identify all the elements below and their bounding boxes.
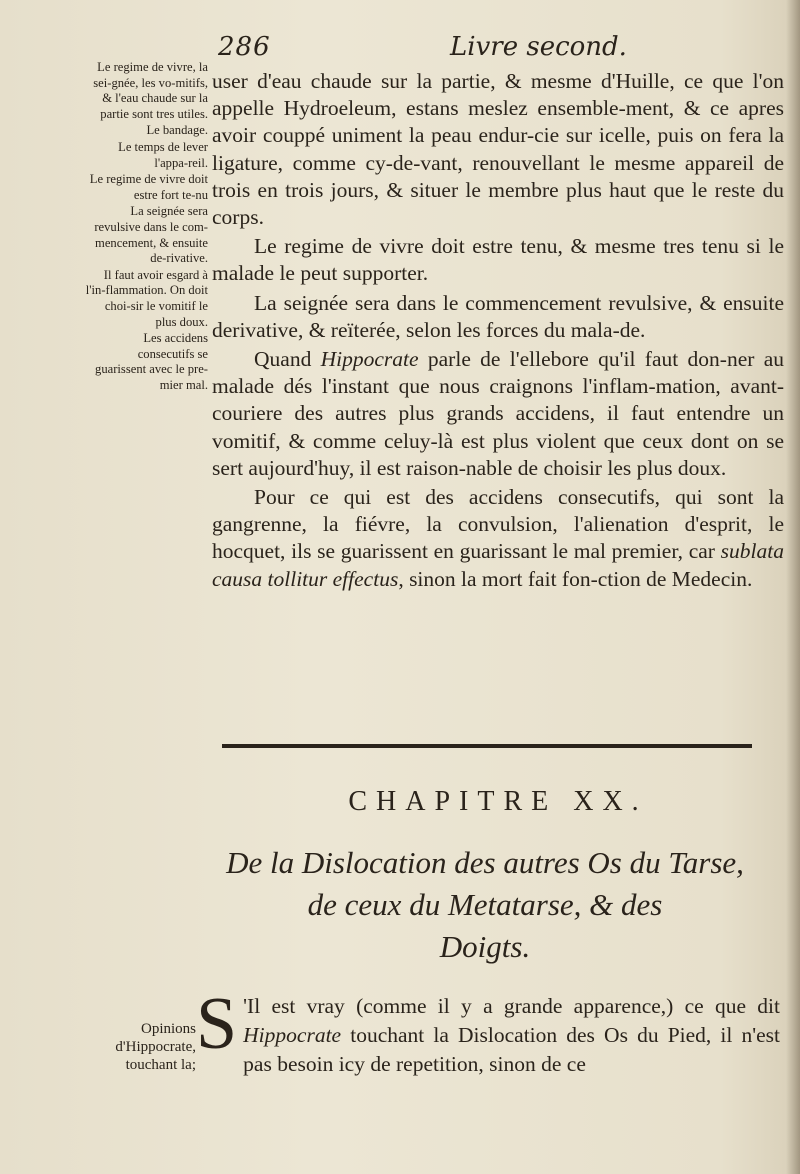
- chapter-heading: CHAPITRE XX.: [348, 786, 648, 817]
- chapter-title-line-2: de ceux du Metatarse, & des: [307, 887, 663, 922]
- binding-shadow: [786, 0, 800, 1174]
- author-name-italic: Hippocrate: [320, 347, 419, 372]
- chapter-title-line-3: Doigts.: [439, 929, 531, 964]
- running-title: Livre second.: [450, 32, 627, 62]
- margin-note-temps: Le temps de lever l'appa-reil.: [118, 139, 208, 170]
- margin-note-bandage: Le bandage.: [146, 123, 208, 138]
- opening-text-start: 'Il est vray (comme il y a grande apparence,) ce que dit: [243, 994, 780, 1018]
- margin-note-inflammation: Il faut avoir esgard à l'in-flammation. On doit choi-sir le vomitif le plus doux.: [85, 267, 208, 329]
- paragraph-1: user d'eau chaude sur la partie, & mesme d'Huille, ce que l'on appelle Hydroeleum, estans meslez ensemble-ment, & ce apres avoir couppé uniment la peau endur-cie sur icelle, puis on fera la ligature, comme cy-de-vant, renouvellant le mesme appareil de trois en trois jours, & situer le membre plus haut que le reste du corps.: [212, 69, 784, 230]
- margin-note-opinions-line-3: touchant la;: [125, 1057, 196, 1073]
- paragraph-2: Le regime de vivre doit estre tenu, & mesme tres tenu si le malade le peut supporter.: [212, 234, 784, 286]
- page-number: 286: [218, 32, 271, 62]
- paragraph-5-rest: , sinon la mort fait fon-ction de Medecin.: [398, 566, 753, 591]
- opening-author-italic: Hippocrate: [243, 1023, 342, 1047]
- paragraph-4: [212, 346, 784, 482]
- margin-note-regime-tenu: Le regime de vivre doit estre fort te-nu: [89, 172, 208, 202]
- paragraph-4-start: Quand: [254, 347, 312, 372]
- margin-note-seignee: La seignée sera revulsive dans le com-mencement, & ensuite de-rivative.: [94, 204, 208, 266]
- margin-note-regime: Le regime de vivre, la sei-gnée, les vo-mitifs, & l'eau chaude sur la partie sont tres utiles.: [93, 60, 208, 121]
- opening-text-rest: touchant la Dislocation des Os du Pied, il n'est pas besoin icy de repetition, sinon de ce: [243, 1023, 780, 1076]
- section-divider-rule: [222, 744, 752, 748]
- margin-note-opinions: [70, 1020, 196, 1074]
- chapter-title-line-1: De la Dislocation des autres Os du Tarse,: [226, 845, 744, 880]
- paragraph-5: [212, 484, 784, 593]
- paragraph-4-rest: parle de l'ellebore qu'il faut don-ner au malade dés l'instant que nous craignons l'inflam-mation, avant-couriere des autres plus grands accidens, il faut entendre un vomitif, & comme celuy-là est plus violent que ceux dont on se sert aujourd'huy, il est raison-nable de choisir les plus doux.: [212, 347, 784, 480]
- margin-note-opinions-line-2: d'Hippocrate,: [115, 1039, 196, 1055]
- margin-note-accidens: Les accidens consecutifs se guarissent avec le pre-mier mal.: [95, 331, 208, 392]
- paragraph-5-start: Pour ce qui est des accidens consecutifs, qui sont la gangrenne, la fiévre, la convulsion, l'alienation d'esprit, le hocquet, ils se guarissent en guarissant le mal premier, car: [212, 485, 784, 564]
- paragraph-3: La seignée sera dans le commencement revulsive, & ensuite derivative, & reïterée, selon les forces du mala-de.: [212, 290, 784, 342]
- latin-quote: sublata causa tollitur effectus: [212, 539, 784, 591]
- margin-note-opinions-line-1: Opinions: [140, 1021, 196, 1037]
- chapter-opening-text: [196, 983, 780, 1079]
- body-text: [212, 68, 784, 593]
- margin-notes: [84, 60, 208, 394]
- chapter-title: [190, 842, 780, 968]
- drop-cap: S: [196, 983, 238, 1065]
